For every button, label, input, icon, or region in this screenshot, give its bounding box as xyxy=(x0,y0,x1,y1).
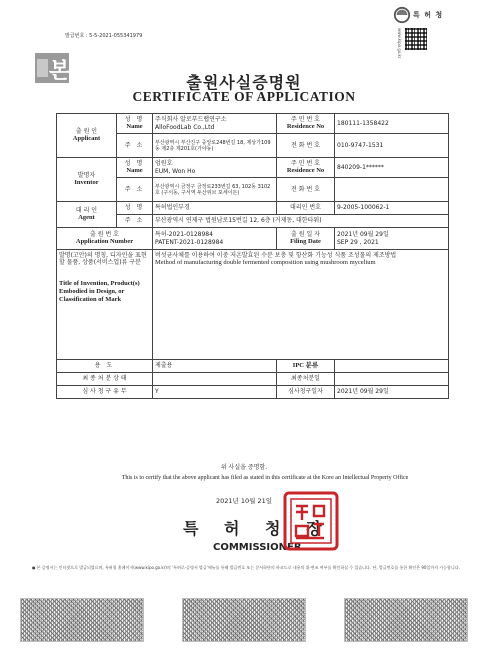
agent-section-label: 대 리 인 Agent xyxy=(57,202,117,228)
applicant-residence-label: 주 민 번 호 Residence No xyxy=(277,114,335,134)
application-number-value: 특허-2021-0128984 PATENT-2021-0128984 xyxy=(153,228,277,250)
applicant-address-label: 주 소 xyxy=(117,134,153,158)
certify-statement-ko: 위 사실을 증명함. xyxy=(220,464,268,471)
inventor-address-value: 부산광역시 금정구 금정로233번길 63, 102동 3102호 (구서동, 구서역 두산위브 포세이돈) xyxy=(153,178,277,202)
agent-address-label: 주 소 xyxy=(117,215,153,228)
inventor-phone-value xyxy=(335,178,449,202)
applicant-phone-label: 전 화 번 호 xyxy=(277,134,335,158)
filing-date-label: 출 원 일 자 Filing Date xyxy=(277,228,335,250)
usage-value: 제출용 xyxy=(153,360,277,373)
final-status-value xyxy=(153,373,277,386)
final-disposal-label: 최종처분일 xyxy=(277,373,335,386)
page-title-ko: 출원사실증명원 xyxy=(186,73,302,92)
exam-request-date-value: 2021년 09월 29일 xyxy=(335,386,449,399)
issue-number: 발급번호 : 5-5-2021-055341979 xyxy=(65,33,143,39)
inventor-address-label: 주 소 xyxy=(117,178,153,202)
invention-title-value: 버섯균사체를 이용하여 이중 저온발효된 수분 보충 및 항산화 기능성 식품 조성물의 제조방법 Method of manufacturing double fermented composition using mushroom mycelium xyxy=(153,250,449,360)
invention-title-label: 발명(고안)의 명칭, 디자인을 표현할 물품, 상품(서비스업)류 구분 Title of Invention, Product(s) Embodied in Design, or Classification of Mark xyxy=(57,250,153,360)
ipc-value xyxy=(335,360,449,373)
exam-request-value: Y xyxy=(153,386,277,399)
qr-code-icon xyxy=(405,28,427,50)
applicant-name-label: 성 명 Name xyxy=(117,114,153,134)
applicant-name-value: 주식회사 알로푸드랩연구소 AlloFoodLab Co.,Ltd xyxy=(153,114,277,134)
2d-barcode-icon xyxy=(344,598,468,642)
watermark-label: 본 xyxy=(49,59,71,84)
page-title-en: CERTIFICATE OF APPLICATION xyxy=(132,89,356,104)
application-number-label: 출 원 번 호 Application Number xyxy=(57,228,153,250)
inventor-residence-value: 840209-1****** xyxy=(335,158,449,178)
issue-date: 2021년 10월 21일 xyxy=(215,497,273,505)
applicant-section-label: 출 원 인 Applicant xyxy=(57,114,117,158)
inventor-name-value: 엄원호 EUM, Won Ho xyxy=(153,158,277,178)
filing-date-value: 2021년 09월 29일 SEP 29 , 2021 xyxy=(335,228,449,250)
issuer-en: COMMISSIONER xyxy=(213,542,302,553)
exam-request-date-label: 심사청구일자 xyxy=(277,386,335,399)
applicant-address-value: 부산광역시 부산진구 중앙로248번길 18, 제상가109동 제2층 제201호(가야동) xyxy=(153,134,277,158)
agent-address-value: 부산광역시 연제구 법원남로15번길 12, 6층 (거제동, 대한타워) xyxy=(153,215,449,228)
inventor-phone-label: 전 화 번 호 xyxy=(277,178,335,202)
logo-url: www.kipo.go.kr xyxy=(397,28,402,59)
certificate-table xyxy=(56,113,449,399)
final-disposal-value xyxy=(335,373,449,386)
agent-code-value: 9-2005-100062-1 xyxy=(335,202,449,215)
logo-name: 특 허 청 xyxy=(413,11,444,19)
official-seal-icon xyxy=(282,490,340,552)
certify-statement-en: This is to certify that the above applicant has filed as stated in this certificate at the Kore an Intellectual Property Office xyxy=(121,475,409,481)
usage-label: 용 도 xyxy=(57,360,153,373)
inventor-section-label: 발명자 Inventor xyxy=(57,158,117,202)
final-status-label: 최 종 처 분 상 태 xyxy=(57,373,153,386)
2d-barcode-icon xyxy=(182,598,306,642)
footnote: ● 본 증명서는 인터넷으로 발급되었으며, 특허청 홈페이지(www.kipo.go.kr)의 '특허로-증명서 발급'메뉴를 통해 발급번호 또는 문서하단의 바코드로 내용의 위·변조 여부를 확인하실 수 있습니다. 단, 발급번호를 통한 확인은 90일까지 가능합니다. xyxy=(32,565,460,570)
agent-name-value: 특허법인부경 xyxy=(153,202,277,215)
inventor-residence-label: 주 민 번 호 Residence No xyxy=(277,158,335,178)
applicant-residence-value: 180111-1358422 xyxy=(335,114,449,134)
ipc-label: IPC 분류 xyxy=(277,360,335,373)
agent-name-label: 성 명 xyxy=(117,202,153,215)
inventor-name-label: 성 명 Name xyxy=(117,158,153,178)
applicant-phone-value: 010-9747-1531 xyxy=(335,134,449,158)
issuer-ko: 특 허 청 장 xyxy=(183,519,332,538)
kipo-logo xyxy=(393,6,461,66)
emblem-icon xyxy=(393,6,411,24)
exam-request-label: 심 사 청 구 유 무 xyxy=(57,386,153,399)
agent-code-label: 대리인 번호 xyxy=(277,202,335,215)
2d-barcode-icon xyxy=(20,598,144,642)
